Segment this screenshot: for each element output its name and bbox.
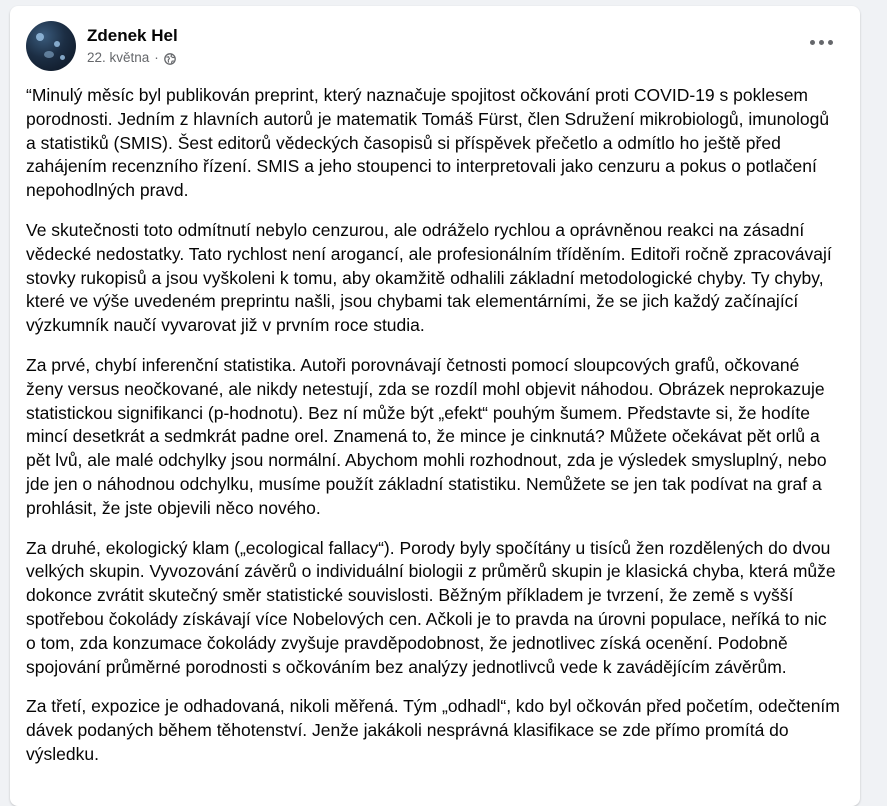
post-card xyxy=(10,6,860,806)
post-paragraph-2: Ve skutečnosti toto odmítnutí nebylo cenzurou, ale odráželo rychlou a oprávněnou reakci na zásadní vědecké nedostatky. Tato rychlost není arogancí, ale profesionálním tříděním. Editoři ročně zpracovávají stovky rukopisů a jsou vyškoleni k tomu, aby okamžitě odhalili základní metodologické chyby. Ty chyby, které ve výše uvedeném preprintu našli, jsou chybami tak elementárními, že se jich každý začínající výzkumník naučí vyvarovat již v prvním roce studia. xyxy=(26,219,832,336)
post-date[interactable]: 22. května xyxy=(87,50,150,65)
globe-icon[interactable] xyxy=(164,52,176,64)
post-paragraph-4: Za druhé, ekologický klam („ecological fallacy“). Porody byly spočítány u tisíců žen rozdělených do dvou velkých skupin. Vyvozování závěrů o individuální biologii z průměrů skupin je klasická chyba, která může dokonce zvrátit skutečný směr statistické souvislosti. Běžným příkladem je tvrzení, že země s vyšší spotřebou čokolády získávají více Nobelových cen. Ačkoli je to pravda na úrovni populace, neříká to nic o tom, zda konzumace čokolády zvyšuje pravděpodobnost, že jednotlivec získá ocenění. Podobně spojování průměrné porodnosti s očkováním bez analýzy jednotlivců vede k zavádějícím závěrům. xyxy=(26,537,836,677)
post-paragraph-5: Za třetí, expozice je odhadovaná, nikoli měřená. Tým „odhadl“, kdo byl očkován před početím, odečtením dávek podaných během těhotenství. Jenže jakákoli nesprávná klasifikace se zde přímo promítá do výsledku. xyxy=(26,696,840,764)
more-options-button[interactable] xyxy=(804,30,838,54)
avatar[interactable] xyxy=(26,21,76,71)
separator-dot: · xyxy=(154,50,159,65)
author-name[interactable]: Zdenek Hel xyxy=(87,26,178,45)
post-meta xyxy=(87,25,178,67)
post-subline xyxy=(87,49,178,67)
post-body xyxy=(26,84,841,783)
more-horizontal-icon xyxy=(810,40,815,45)
post-paragraph-3: Za prvé, chybí inferenční statistika. Autoři porovnávají četnosti pomocí sloupcových grafů, očkované ženy versus neočkované, ale nikdy netestují, zda se rozdíl mohl objevit náhodou. Obrázek neprokazuje statistickou signifikanci (p-hodnotu). Bez ní může být „efekt“ pouhým šumem. Představte si, že hodíte mincí desetkrát a sedmkrát padne orel. Znamená to, že mince je cinknutá? Můžete očekávat pět orlů a pět lvů, ale malé odchylky jsou normální. Abychom mohli rozhodnout, zda je výsledek smysluplný, nebo jde jen o náhodnou odchylku, musíme použít základní statistiku. Nemůžete se jen tak podívat na graf a prohlásit, že jste objevili něco nového. xyxy=(26,354,827,518)
post-paragraph-1: “Minulý měsíc byl publikován preprint, který naznačuje spojitost očkování proti COVID-19 s poklesem porodnosti. Jedním z hlavních autorů je matematik Tomáš Fürst, člen Sdružení mikrobiologů, imunologů a statistiků (SMIS). Šest editorů vědeckých časopisů si příspěvek přečetlo a odmítlo ho ještě před zahájením recenzního řízení. SMIS a jeho stoupenci to interpretovali jako cenzuru a pokus o potlačení nepohodlných pravd. xyxy=(26,85,830,201)
post-header xyxy=(26,21,178,71)
